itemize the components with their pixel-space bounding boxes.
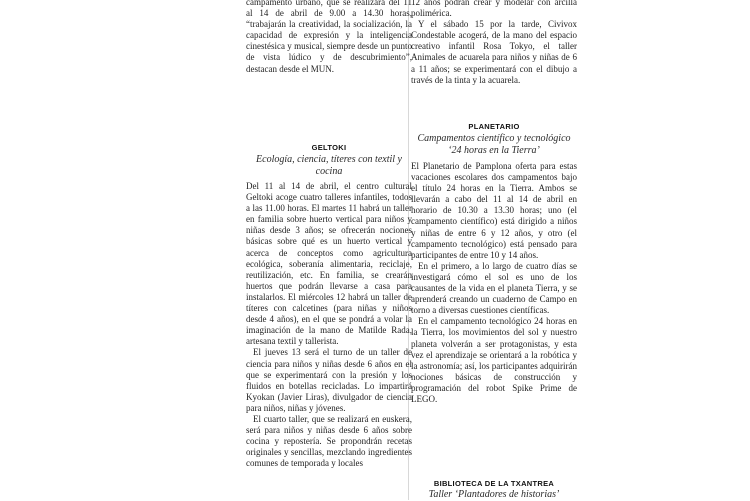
biblioteca-section-header xyxy=(411,479,577,501)
planetario-paragraph-3: En el campamento tecnológico 24 horas en la Tierra, los movimientos del sol y nuestro planeta volverán a ser protagonistas, y esta vez el aprendizaje se orientará a la robótica y la astronomía; así, los participantes adquirirán nociones básicas de construcción y programación del robot Spike Prime de LEGO. xyxy=(411,316,577,404)
geltoki-paragraph-3: El cuarto taller, que se realizará en euskera, será para niños y niñas desde 6 años sobre cocina y repostería. Se propondrán recetas originales y sencillas, mezclando ingredientes comunes de temporada y locales xyxy=(246,413,412,469)
geltoki-section-header xyxy=(246,143,412,177)
geltoki-paragraph-2: El jueves 13 será el turno de un taller de ciencia para niños y niñas desde 6 años en el que se experimentará con la presión y los fluidos en botellas recicladas. Lo impartirá Kyokan (Javier Liras), divulgador de ciencia para niños, niñas y jóvenes. xyxy=(246,347,412,413)
planetario-paragraph-1: El Planetario de Pamplona oferta para estas vacaciones escolares dos campamentos bajo el título 24 horas en la Tierra. Ambos se llevarán a cabo del 11 al 14 de abril en horario de 10.30 a 13.30 horas; uno (el campamento científico) está dirigido a niños y niñas de entre 6 y 12 años, y otro (el campamento tecnológico) está pensado para participantes de entre 10 y 14 años. xyxy=(411,161,577,260)
biblioteca-heading: BIBLIOTECA DE LA TXANTREA xyxy=(433,479,555,488)
planetario-body xyxy=(411,161,577,405)
geltoki-subheading: Ecología, ciencia, títeres con textil y cocina xyxy=(256,154,402,177)
geltoki-paragraph-1: Del 11 al 14 de abril, el centro cultural Geltoki acoge cuatro talleres infantiles, todos a las 11.00 horas. El martes 11 habrá un taller en familia sobre huerto vertical para niños y niñas desde 3 años; se ofrecerán nociones básicas sobre qué es un huerto vertical y acerca de conceptos como agricultura ecológica, soberanía alimentaria, reciclaje, reutilización, etc. En familia, se crearán huertos que podrán llevarse a casa para instalarlos. El miércoles 12 habrá un taller de títeres con calcetines (para niñas y niños desde 4 años), en el que se pondrá a volar la imaginación de la mano de Matilde Rada, artesana textil y tallerista. xyxy=(246,181,412,347)
geltoki-heading: GELTOKI xyxy=(311,143,347,152)
planetario-section-header xyxy=(411,122,577,156)
right-intro-paragraph-2: Y el sábado 15 por la tarde, Civivox Condestable acogerá, de la mano del espacio creativo infantil Rosa Tokyo, el taller Animales de acuarela para niños y niñas de 6 a 11 años; se experimentará con el dibujo a través de la tinta y la acuarela. xyxy=(411,19,577,85)
planetario-heading: PLANETARIO xyxy=(468,122,520,131)
article-column-left xyxy=(246,0,412,75)
planetario-paragraph-2: En el primero, a lo largo de cuatro días se investigará cómo el sol es uno de los causantes de la vida en el planeta Tierra, y se aprenderá creando un cuaderno de Campo en torno a diversas cuestiones científicas. xyxy=(411,260,577,316)
intro-paragraph: campamento urbano, que se realizará del 11 al 14 de abril de 9.00 a 14.30 horas, “trabajarán la creatividad, la socialización, la capacidad de expresión y la inteligencia cinestésica y musical, siempre desde un punto de vista lúdico y de descubrimiento”, destacan desde el MUN. xyxy=(246,0,412,74)
article-column-right xyxy=(411,0,577,86)
planetario-subheading: Campamentos científico y tecnológico ‘24 horas en la Tierra’ xyxy=(417,133,571,156)
biblioteca-subheading: Taller ‘Plantadores de historias’ xyxy=(428,489,560,500)
geltoki-body xyxy=(246,181,412,469)
right-intro-paragraph-1: 12 años podrán crear y modelar con arcilla polimérica. xyxy=(411,0,577,19)
